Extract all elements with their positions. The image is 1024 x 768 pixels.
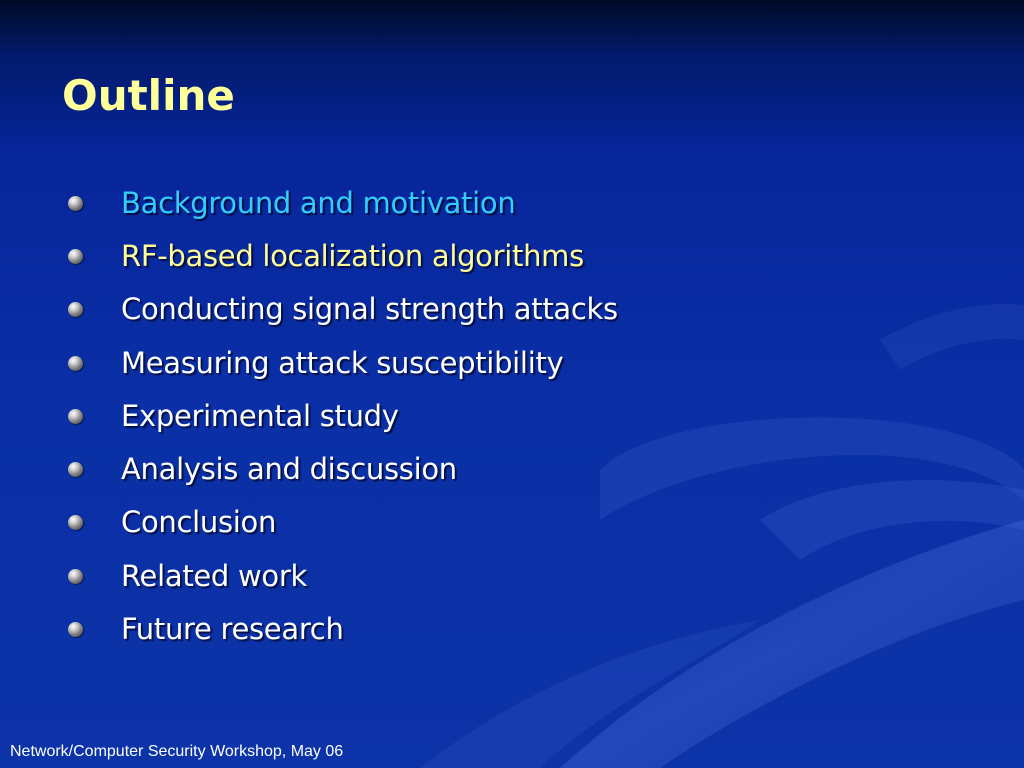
- sphere-bullet-icon: [68, 409, 83, 424]
- bullet-text: Conclusion: [121, 505, 277, 540]
- sphere-bullet-icon: [68, 569, 83, 584]
- sphere-bullet-icon: [68, 515, 83, 530]
- bullet-text: Experimental study: [121, 398, 399, 433]
- sphere-bullet-icon: [68, 622, 83, 637]
- sphere-bullet-icon: [68, 462, 83, 477]
- bullet-text: Related work: [121, 558, 307, 593]
- sphere-bullet-icon: [68, 196, 83, 211]
- sphere-bullet-icon: [68, 302, 83, 317]
- slide-footer: Network/Computer Security Workshop, May 06: [10, 743, 344, 760]
- bullet-text: Analysis and discussion: [121, 452, 457, 487]
- bullet-text: Background and motivation: [121, 185, 516, 220]
- bullet-text: Measuring attack susceptibility: [121, 345, 564, 380]
- bullet-text: Conducting signal strength attacks: [121, 292, 618, 327]
- bullet-text: Future research: [121, 612, 344, 647]
- sphere-bullet-icon: [68, 249, 83, 264]
- bullet-text: RF-based localization algorithms: [121, 238, 584, 273]
- sphere-bullet-icon: [68, 356, 83, 371]
- slide-title: Outline: [62, 71, 235, 120]
